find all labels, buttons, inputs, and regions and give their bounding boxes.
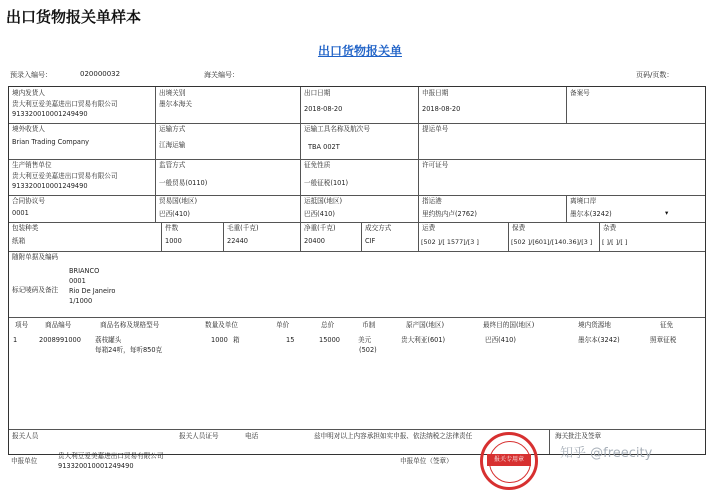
dest-country-value: 巴西(410) [304,210,335,218]
declare-unit-sign-label: 申报单位（签章） [400,457,453,465]
export-date-label: 出口日期 [304,89,331,97]
declare-unit-label: 申报单位 [11,457,38,465]
goods-price: 15 [286,336,295,344]
goods-currency-code: (502) [359,346,377,354]
package-label: 包装种类 [12,224,39,232]
exit-port-select[interactable]: 墨尔本(3242) [570,210,612,218]
goods-header-item: 项号 [15,321,29,329]
declarant-cert-label: 报关人员证号 [179,432,219,440]
goods-total: 15000 [319,336,340,344]
preentry-value: 020000032 [80,70,121,78]
goods-name: 荔枝罐头 [95,336,122,344]
misc-fee-label: 杂费 [603,224,617,232]
vessel-value: TBA 002T [308,143,340,151]
insurance-value: [502 ]/[601]/[140.36]/[3 ] [511,238,593,246]
marks-label: 标记唛码及备注 [12,286,59,294]
dest-country-label: 运抵国(地区) [304,197,343,205]
customs-seal-stamp [480,432,538,490]
goods-destination: 巴西(410) [485,336,516,344]
goods-header-currency: 币制 [362,321,376,329]
watermark: 知乎 @freecity [560,446,653,461]
goods-header-source: 境内货源地 [578,321,611,329]
freight-label: 运费 [422,224,436,232]
producer-name: 贵大利豆爱美嘉进出口贸易有限公司 [12,172,118,180]
misc-fee-value: [ ]/[ ]/[ ] [602,238,628,246]
preentry-label: 预录入编号： [10,71,52,79]
trade-terms-label: 成交方式 [365,224,392,232]
record-no-label: 备案号 [570,89,590,97]
shipper-label: 境内发货人 [12,89,45,97]
net-weight-value: 20400 [304,237,325,245]
marks-line: 1/1000 [69,297,93,305]
goods-header-qty: 数量及单位 [205,321,238,329]
goods-code: 2008991000 [39,336,81,344]
contract-value: 0001 [12,209,29,217]
declare-unit-name: 贵大利豆爱美嘉进出口贸易有限公司 [58,452,164,460]
goods-header-code: 商品编号 [45,321,72,329]
page-heading: 出口货物报关单样本 [6,8,142,26]
goods-qty: 1000 [211,336,228,344]
pieces-value: 1000 [165,237,182,245]
insurance-label: 保费 [512,224,526,232]
license-label: 许可证号 [422,161,449,169]
declaration-form [8,86,706,455]
transport-label: 运输方式 [159,125,186,133]
declarant-label: 报关人员 [12,432,39,440]
vessel-label: 运输工具名称及航次号 [304,125,370,133]
declare-date-value: 2018-08-20 [422,105,461,113]
goods-header-name: 商品名称及规格型号 [100,321,160,329]
goods-spec: 每箱24听，每听850克 [95,346,163,354]
customs-no-label: 海关编号： [204,71,239,79]
goods-header-origin: 原产国(地区) [406,321,445,329]
goods-item-no: 1 [13,336,18,344]
goods-header-destination: 最终目的国(地区) [483,321,535,329]
producer-code: 913320010001249490 [12,182,88,190]
phone-label: 电话 [245,432,259,440]
supervision-label: 监管方式 [159,161,186,169]
export-date-value: 2018-08-20 [304,105,343,113]
goods-source: 墨尔本(3242) [578,336,620,344]
goods-header-duty: 征免 [660,321,674,329]
trade-terms-value: CIF [365,237,376,245]
document-title: 出口货物报关单 [317,44,402,58]
consignee-value: Brian Trading Company [12,138,90,146]
supervision-value: 一般贸易(0110) [159,179,208,187]
goods-unit: 箱 [233,336,240,344]
attached-docs-label: 随附单据及编码 [12,253,59,261]
declare-unit-code: 913320010001249490 [58,462,134,470]
tax-value: 一般征税(101) [304,179,349,187]
marks-line: Rio De Janeiro [69,287,116,295]
goods-currency: 美元 [358,336,372,344]
declaration-statement: 兹申明对以上内容承担如实申报、依法纳税之法律责任 [314,432,473,440]
declare-date-label: 申报日期 [422,89,449,97]
contract-label: 合同协议号 [12,197,45,205]
producer-label: 生产销售单位 [12,161,52,169]
gross-weight-value: 22440 [227,237,248,245]
marks-line: BRIANCO [69,267,100,275]
customs-remark-label: 海关批注及签章 [555,432,602,440]
stamp-text: 报关专用章 [487,454,531,466]
tax-label: 征免性质 [304,161,331,169]
pieces-label: 件数 [165,224,179,232]
consignee-label: 境外收货人 [12,125,45,133]
marks-line: 0001 [69,277,86,285]
exit-customs-value: 墨尔本海关 [159,100,192,108]
exit-port-label: 离境口岸 [570,197,597,205]
page-count-label: 页码/页数： [636,71,674,79]
goods-header-total: 总价 [321,321,335,329]
exit-customs-label: 出境关别 [159,89,186,97]
trade-country-label: 贸易国(地区) [159,197,198,205]
freight-value: [502 ]/[ 1577]/[3 ] [421,238,479,246]
goods-duty: 照章征税 [650,336,677,344]
gross-weight-label: 毛重(千克) [227,224,259,232]
shipper-code: 913320010001249490 [12,110,88,118]
port-label: 指运港 [422,197,442,205]
goods-header-price: 单价 [276,321,290,329]
package-value: 纸箱 [12,237,26,245]
net-weight-label: 净重(千克) [304,224,336,232]
port-value: 里约热内卢(2762) [422,210,477,218]
bl-label: 提运单号 [422,125,449,133]
shipper-name: 贵大利豆爱美嘉进出口贸易有限公司 [12,100,118,108]
transport-value: 江海运输 [159,141,186,149]
trade-country-value: 巴西(410) [159,210,190,218]
chevron-down-icon[interactable]: ▾ [665,209,669,217]
goods-origin: 贵大利亚(601) [401,336,446,344]
